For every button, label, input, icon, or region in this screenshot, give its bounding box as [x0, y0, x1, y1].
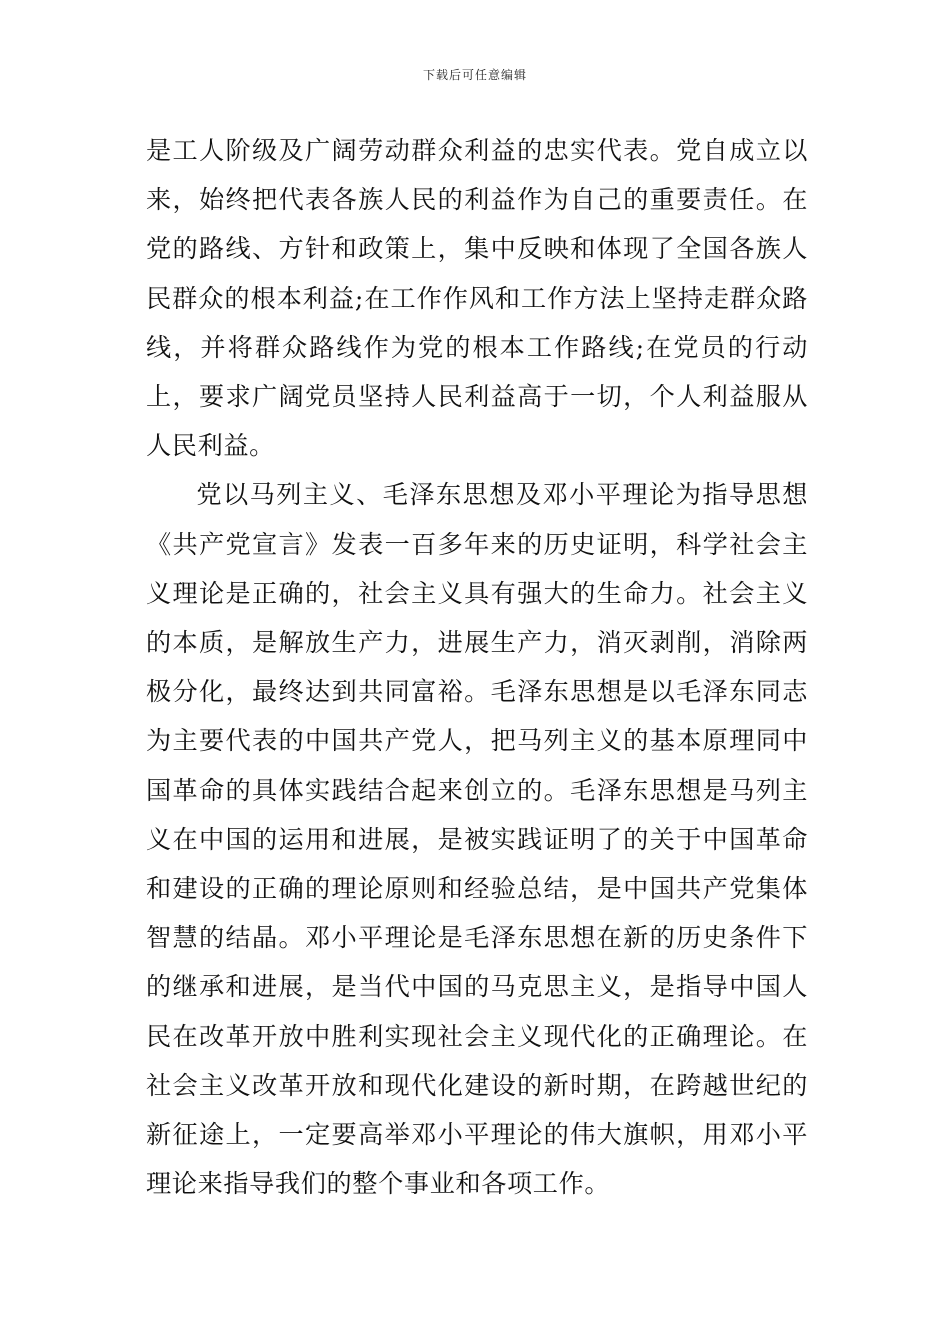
page-header: 下载后可任意编辑	[422, 68, 527, 82]
paragraph-2: 党以马列主义、毛泽东思想及邓小平理论为指导思想《共产党宣言》发表一百多年来的历史证明，科学社会主义理论是正确的，社会主义具有强大的生命力。社会主义的本质，是解放生产力，进展生产力，消灭剥削，消除两极分化，最终达到共同富裕。毛泽东思想是以毛泽东同志为主要代表的中国共产党人，把马列主义的基本原理同中国革命的具体实践结合起来创立的。毛泽东思想是马列主义在中国的运用和进展，是被实践证明了的关于中国革命和建设的正确的理论原则和经验总结，是中国共产党集体智慧的结晶。邓小平理论是毛泽东思想在新的历史条件下的继承和进展，是当代中国的马克思主义，是指导中国人民在改革开放中胜利实现社会主义现代化的正确理论。在社会主义改革开放和现代化建设的新时期，在跨越世纪的新征途上，一定要高举邓小平理论的伟大旗帜，用邓小平理论来指导我们的整个事业和各项工作。	[146, 480, 808, 1199]
paragraph-1: 是工人阶级及广阔劳动群众利益的忠实代表。党自成立以来，始终把代表各族人民的利益作为自己的重要责任。在党的路线、方针和政策上，集中反映和体现了全国各族人民群众的根本利益;在工作作风和工作方法上坚持走群众路线，并将群众路线作为党的根本工作路线;在党员的行动上，要求广阔党员坚持人民利益高于一切，个人利益服从人民利益。	[146, 136, 808, 461]
document-body	[146, 126, 808, 1208]
